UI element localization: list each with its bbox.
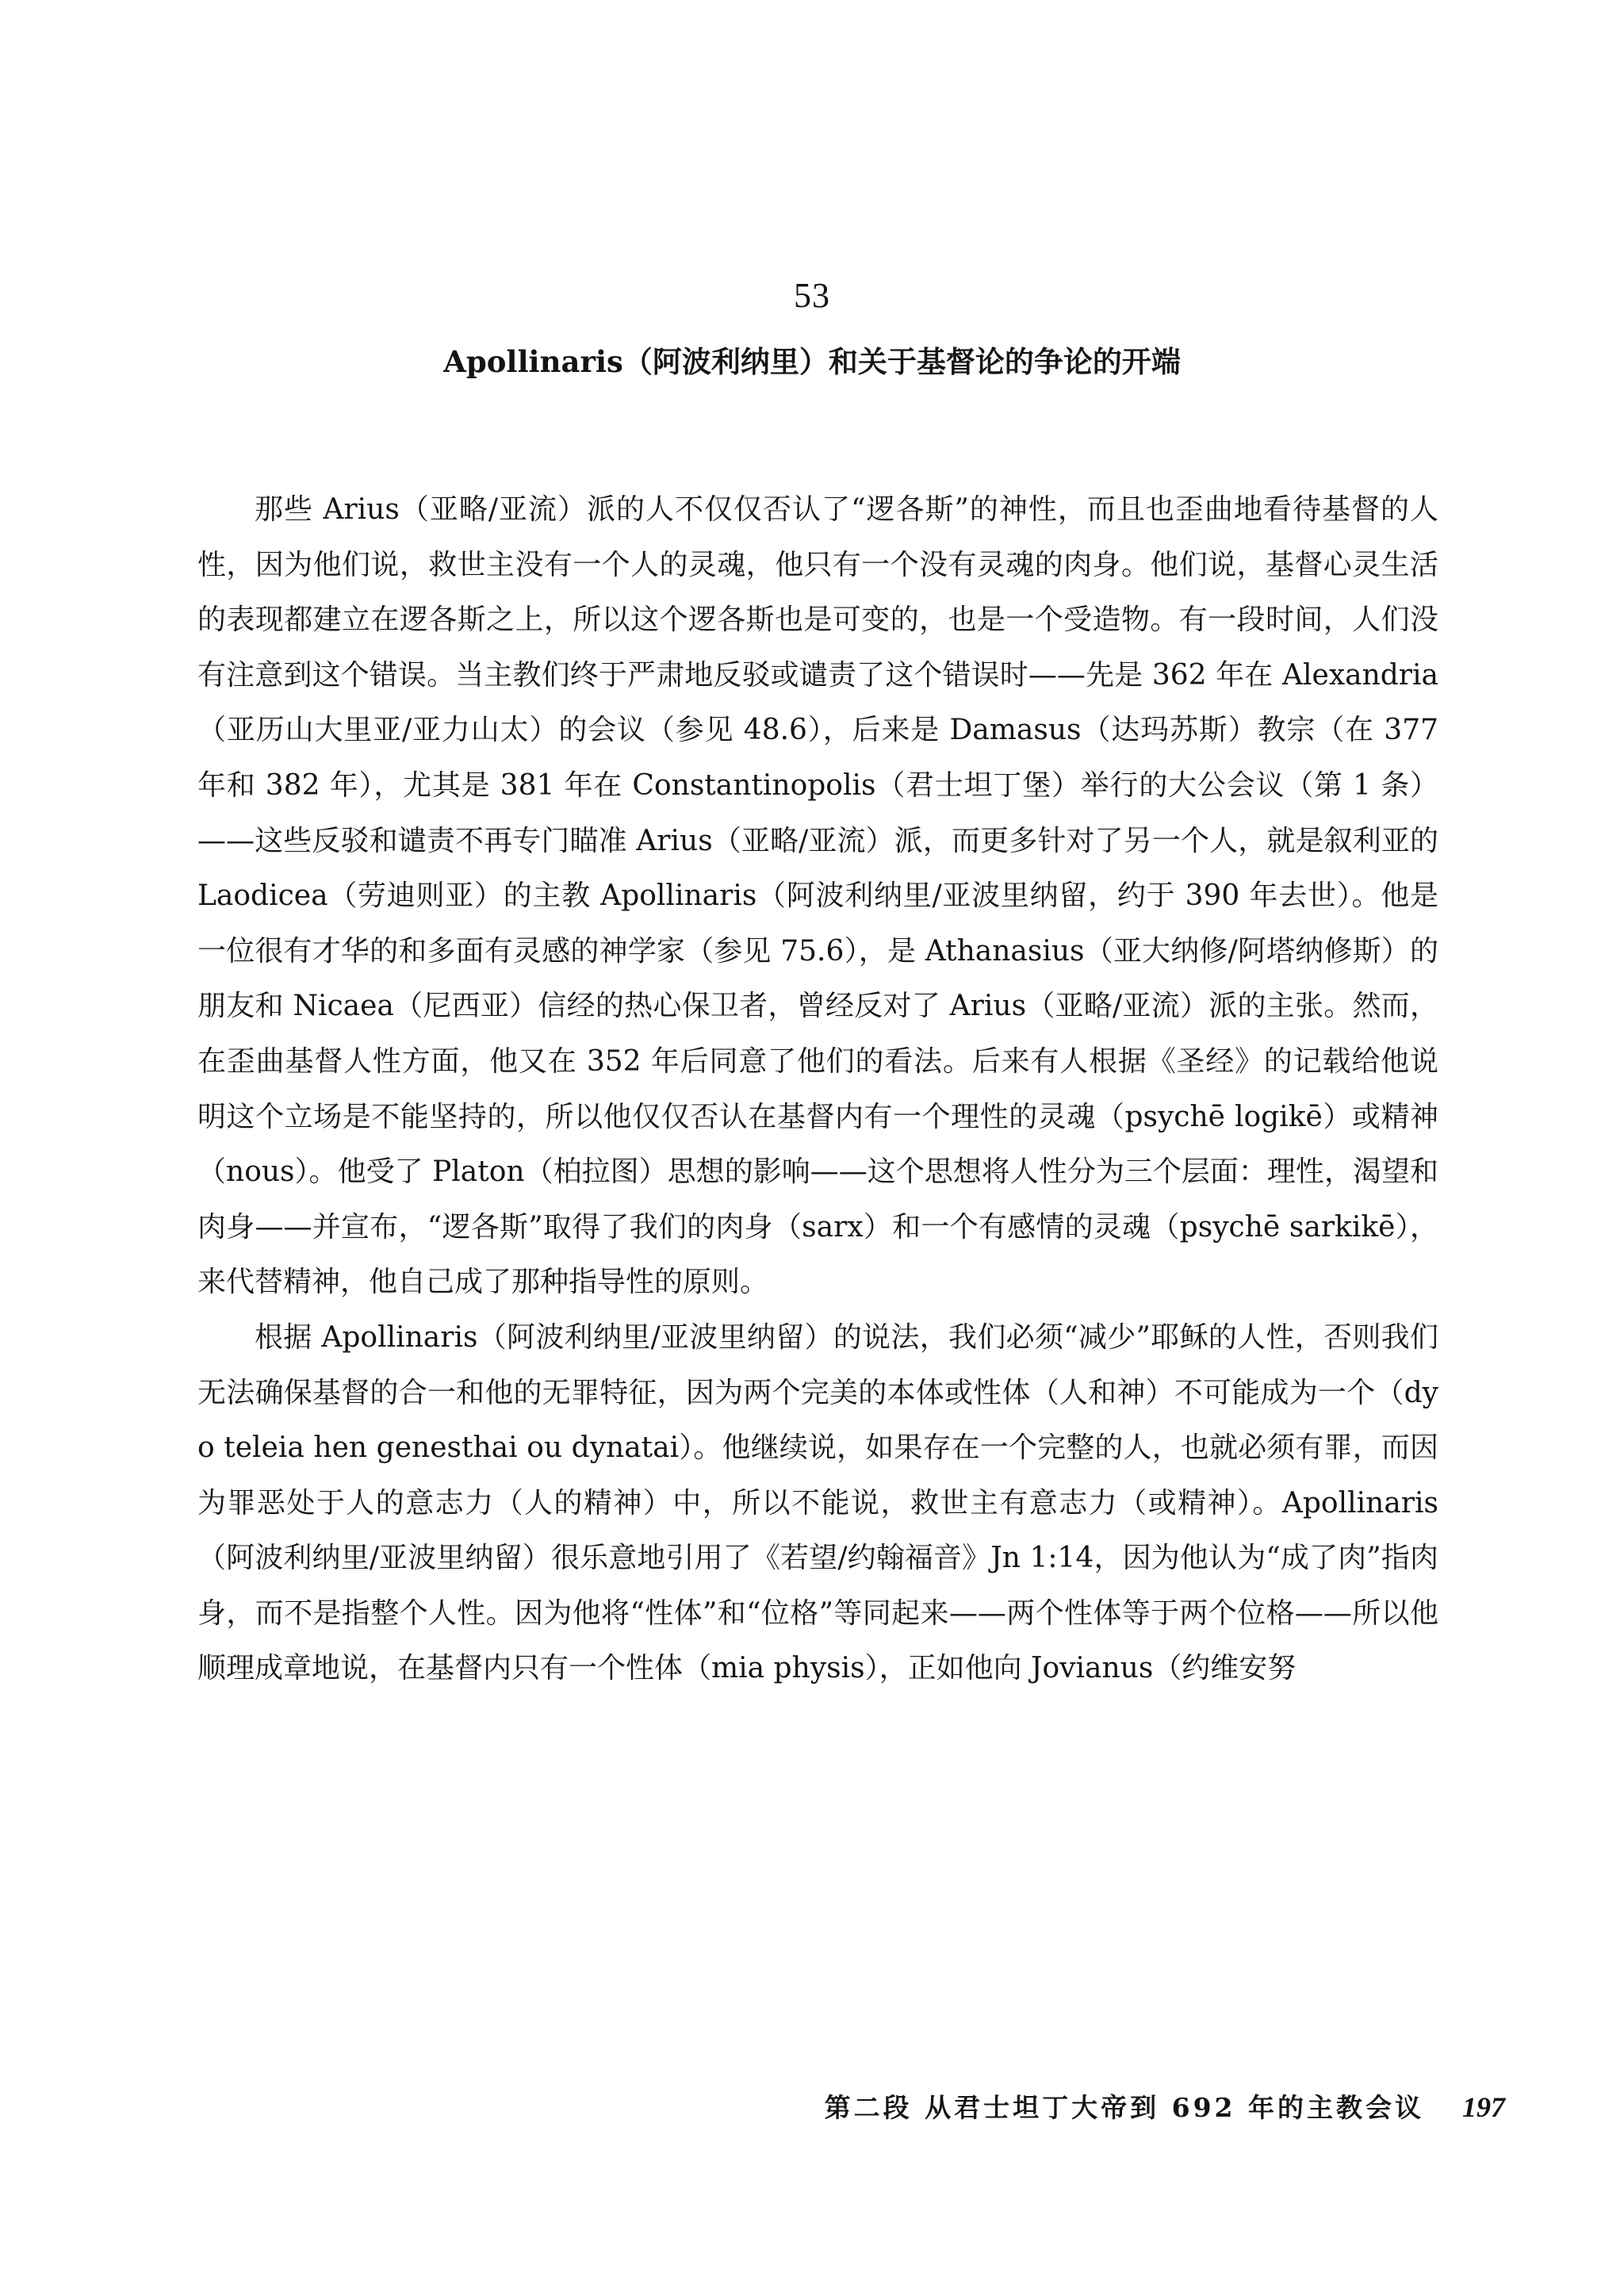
page-footer xyxy=(825,2087,1505,2127)
paragraph-1: 那些 Arius（亚略/亚流）派的人不仅仅否认了“逻各斯”的神性，而且也歪曲地看待基督的人性，因为他们说，救世主没有一个人的灵魂，他只有一个没有灵魂的肉身。他们说，基督心灵生活的表现都建立在逻各斯之上，所以这个逻各斯也是可变的，也是一个受造物。有一段时间，人们没有注意到这个错误。当主教们终于严肃地反驳或谴责了这个错误时——先是 362 年在 Alexandria（亚历山大里亚/亚力山太）的会议（参见 48.6），后来是 Damasus（达玛苏斯）教宗（在 377 年和 382 年），尤其是 381 年在 Constantinopolis（君士坦丁堡）举行的大公会议（第 1 条）——这些反驳和谴责不再专门瞄准 Arius（亚略/亚流）派，而更多针对了另一个人，就是叙利亚的 Laodicea（劳迪则亚）的主教 Apollinaris（阿波利纳里/亚波里纳留，约于 390 年去世）。他是一位很有才华的和多面有灵感的神学家（参见 75.6），是 Athanasius（亚大纳修/阿塔纳修斯）的朋友和 Nicaea（尼西亚）信经的热心保卫者，曾经反对了 Arius（亚略/亚流）派的主张。然而，在歪曲基督人性方面，他又在 352 年后同意了他们的看法。后来有人根据《圣经》的记载给他说明这个立场是不能坚持的，所以他仅仅否认在基督内有一个理性的灵魂（psychē logikē）或精神（nous）。他受了 Platon（柏拉图）思想的影响——这个思想将人性分为三个层面：理性，渴望和肉身——并宣布，“逻各斯”取得了我们的肉身（sarx）和一个有感情的灵魂（psychē sarkikē），来代替精神，他自己成了那种指导性的原则。 xyxy=(197,493,1438,1299)
running-footer-title: 第二段 从君士坦丁大帝到 692 年的主教会议 xyxy=(824,2092,1424,2123)
body-text xyxy=(197,482,1438,1696)
paragraph-2: 根据 Apollinaris（阿波利纳里/亚波里纳留）的说法，我们必须“减少”耶稣的人性，否则我们无法确保基督的合一和他的无罪特征，因为两个完美的本体或性体（人和神）不可能成为一个（dyo teleia hen genesthai ou dynatai）。他继续说，如果存在一个完整的人，也就必须有罪，而因为罪恶处于人的意志力（人的精神）中，所以不能说，救世主有意志力（或精神）。Apollinaris（阿波利纳里/亚波里纳留）很乐意地引用了《若望/约翰福音》Jn 1:14，因为他认为“成了肉”指肉身，而不是指整个人性。因为他将“性体”和“位格”等同起来——两个性体等于两个位格——所以他顺理成章地说，在基督内只有一个性体（mia physis），正如他向 Jovianus（约维安努 xyxy=(197,1320,1438,1685)
chapter-title: Apollinaris（阿波利纳里）和关于基督论的争论的开端 xyxy=(443,344,1181,379)
page-number: 197 xyxy=(1462,2091,1505,2123)
chapter-number: 53 xyxy=(794,276,830,315)
